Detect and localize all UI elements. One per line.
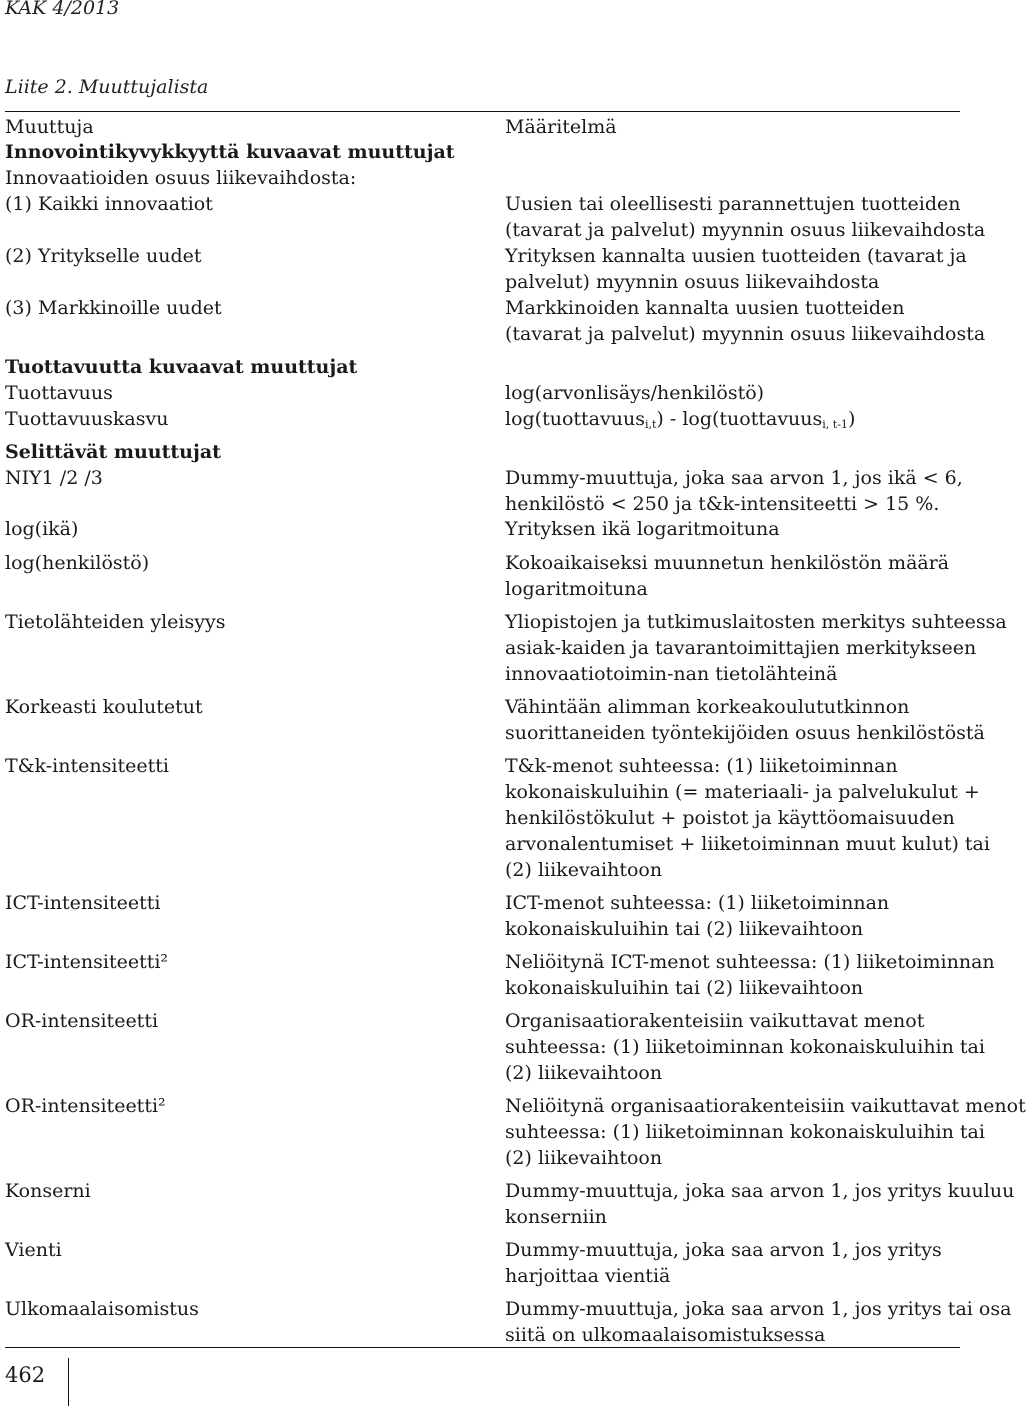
definition-line: Kokoaikaiseksi muunnetun henkilöstön määrä — [505, 552, 950, 574]
variable-name: (1) Kaikki innovaatiot — [5, 193, 213, 215]
definition-line: (tavarat ja palvelut) myynnin osuus liikevaihdosta — [505, 323, 986, 345]
variable-name: OR-intensiteetti² — [5, 1095, 166, 1117]
definition-line: Uusien tai oleellisesti parannettujen tuotteiden — [505, 193, 961, 215]
definition-line: kokonaiskuluihin tai (2) liikevaihtoon — [505, 918, 864, 940]
variable-name: Tuottavuus — [5, 382, 113, 404]
formula-part: log(tuottavuus — [505, 408, 645, 430]
definition-line: T&k-menot suhteessa: (1) liiketoiminnan — [505, 755, 898, 777]
definition-line: Dummy-muuttuja, joka saa arvon 1, jos yritys kuuluu — [505, 1180, 1015, 1202]
definition-line: Yliopistojen ja tutkimuslaitosten merkitys suhteessa — [505, 611, 1007, 633]
definition-line: Dummy-muuttuja, joka saa arvon 1, jos ikä < 6, — [505, 467, 963, 489]
variable-name: Ulkomaalaisomistus — [5, 1298, 199, 1320]
definition-line: suhteessa: (1) liiketoiminnan kokonaiskuluihin tai — [505, 1036, 985, 1058]
variable-name: T&k-intensiteetti — [5, 755, 169, 777]
page-number: 462 — [5, 1363, 46, 1387]
variable-name: Konserni — [5, 1180, 91, 1202]
section-subheading-innovation-share: Innovaatioiden osuus liikevaihdosta: — [5, 167, 357, 189]
section-heading-explanatory: Selittävät muuttujat — [5, 441, 221, 463]
formula-part: ) - log(tuottavuus — [656, 408, 823, 430]
formula-subscript: i, t-1 — [822, 418, 848, 431]
variable-name: log(henkilöstö) — [5, 552, 150, 574]
definition-line: Organisaatiorakenteisiin vaikuttavat menot — [505, 1010, 925, 1032]
definition-line: ICT-menot suhteessa: (1) liiketoiminnan — [505, 892, 890, 914]
definition-line: henkilöstökulut + poistot ja käyttöomaisuuden — [505, 807, 955, 829]
appendix-title: Liite 2. Muuttujalista — [5, 76, 209, 98]
definition-line: Yrityksen ikä logaritmoituna — [505, 518, 780, 540]
definition-line: Markkinoiden kannalta uusien tuotteiden — [505, 297, 905, 319]
column-header-definition: Määritelmä — [505, 116, 617, 138]
variable-name: (2) Yritykselle uudet — [5, 245, 202, 267]
definition-line: harjoittaa vientiä — [505, 1265, 671, 1287]
definition-line: (tavarat ja palvelut) myynnin osuus liikevaihdosta — [505, 219, 986, 241]
definition-line: Neliöitynä ICT-menot suhteessa: (1) liiketoiminnan — [505, 951, 995, 973]
variable-name: (3) Markkinoille uudet — [5, 297, 222, 319]
definition-line: henkilöstö < 250 ja t&k-intensiteetti > 15 %. — [505, 493, 940, 515]
variable-name: ICT-intensiteetti — [5, 892, 161, 914]
variable-name: log(ikä) — [5, 518, 79, 540]
definition-line: Neliöitynä organisaatiorakenteisiin vaikuttavat menot — [505, 1095, 1026, 1117]
definition-line: konserniin — [505, 1206, 607, 1228]
definition-line: Yrityksen kannalta uusien tuotteiden (tavarat ja — [505, 245, 967, 267]
definition-line: log(arvonlisäys/henkilöstö) — [505, 382, 765, 404]
column-header-variable: Muuttuja — [5, 116, 94, 138]
formula-part: ) — [847, 408, 856, 430]
variable-name: NIY1 /2 /3 — [5, 467, 103, 489]
definition-line: Vähintään alimman korkeakoulututkinnon — [505, 696, 910, 718]
table-bottom-rule — [5, 1347, 960, 1348]
definition-line: palvelut) myynnin osuus liikevaihdosta — [505, 271, 880, 293]
running-header: KAK 4/2013 — [5, 0, 120, 19]
variable-name: ICT-intensiteetti² — [5, 951, 169, 973]
definition-line: kokonaiskuluihin (= materiaali- ja palvelukulut + — [505, 781, 980, 803]
variable-name: Tietolähteiden yleisyys — [5, 611, 226, 633]
definition-line: (2) liikevaihtoon — [505, 1147, 663, 1169]
definition-line: asiak-kaiden ja tavarantoimittajien merkitykseen — [505, 637, 977, 659]
variable-name: Tuottavuuskasvu — [5, 408, 169, 430]
definition-line: innovaatiotoimin-nan tietolähteinä — [505, 663, 838, 685]
definition-formula — [505, 406, 855, 432]
definition-line: arvonalentumiset + liiketoiminnan muut kulut) tai — [505, 833, 990, 855]
definition-line: Dummy-muuttuja, joka saa arvon 1, jos yritys tai osa — [505, 1298, 1012, 1320]
definition-line: siitä on ulkomaalaisomistuksessa — [505, 1324, 826, 1346]
table-top-rule — [5, 111, 960, 112]
definition-line: (2) liikevaihtoon — [505, 1062, 663, 1084]
definition-line: kokonaiskuluihin tai (2) liikevaihtoon — [505, 977, 864, 999]
footer-divider — [68, 1358, 69, 1406]
definition-line: (2) liikevaihtoon — [505, 859, 663, 881]
definition-line: suorittaneiden työntekijöiden osuus henkilöstöstä — [505, 722, 985, 744]
definition-line: Dummy-muuttuja, joka saa arvon 1, jos yritys — [505, 1239, 942, 1261]
variable-name: Vienti — [5, 1239, 62, 1261]
section-heading-productivity: Tuottavuutta kuvaavat muuttujat — [5, 356, 358, 378]
formula-subscript: i,t — [644, 418, 657, 431]
definition-line: logaritmoituna — [505, 578, 648, 600]
variable-name: Korkeasti koulutetut — [5, 696, 203, 718]
section-heading-innovation: Innovointikyvykkyyttä kuvaavat muuttujat — [5, 141, 455, 163]
definition-line: suhteessa: (1) liiketoiminnan kokonaiskuluihin tai — [505, 1121, 985, 1143]
variable-name: OR-intensiteetti — [5, 1010, 159, 1032]
